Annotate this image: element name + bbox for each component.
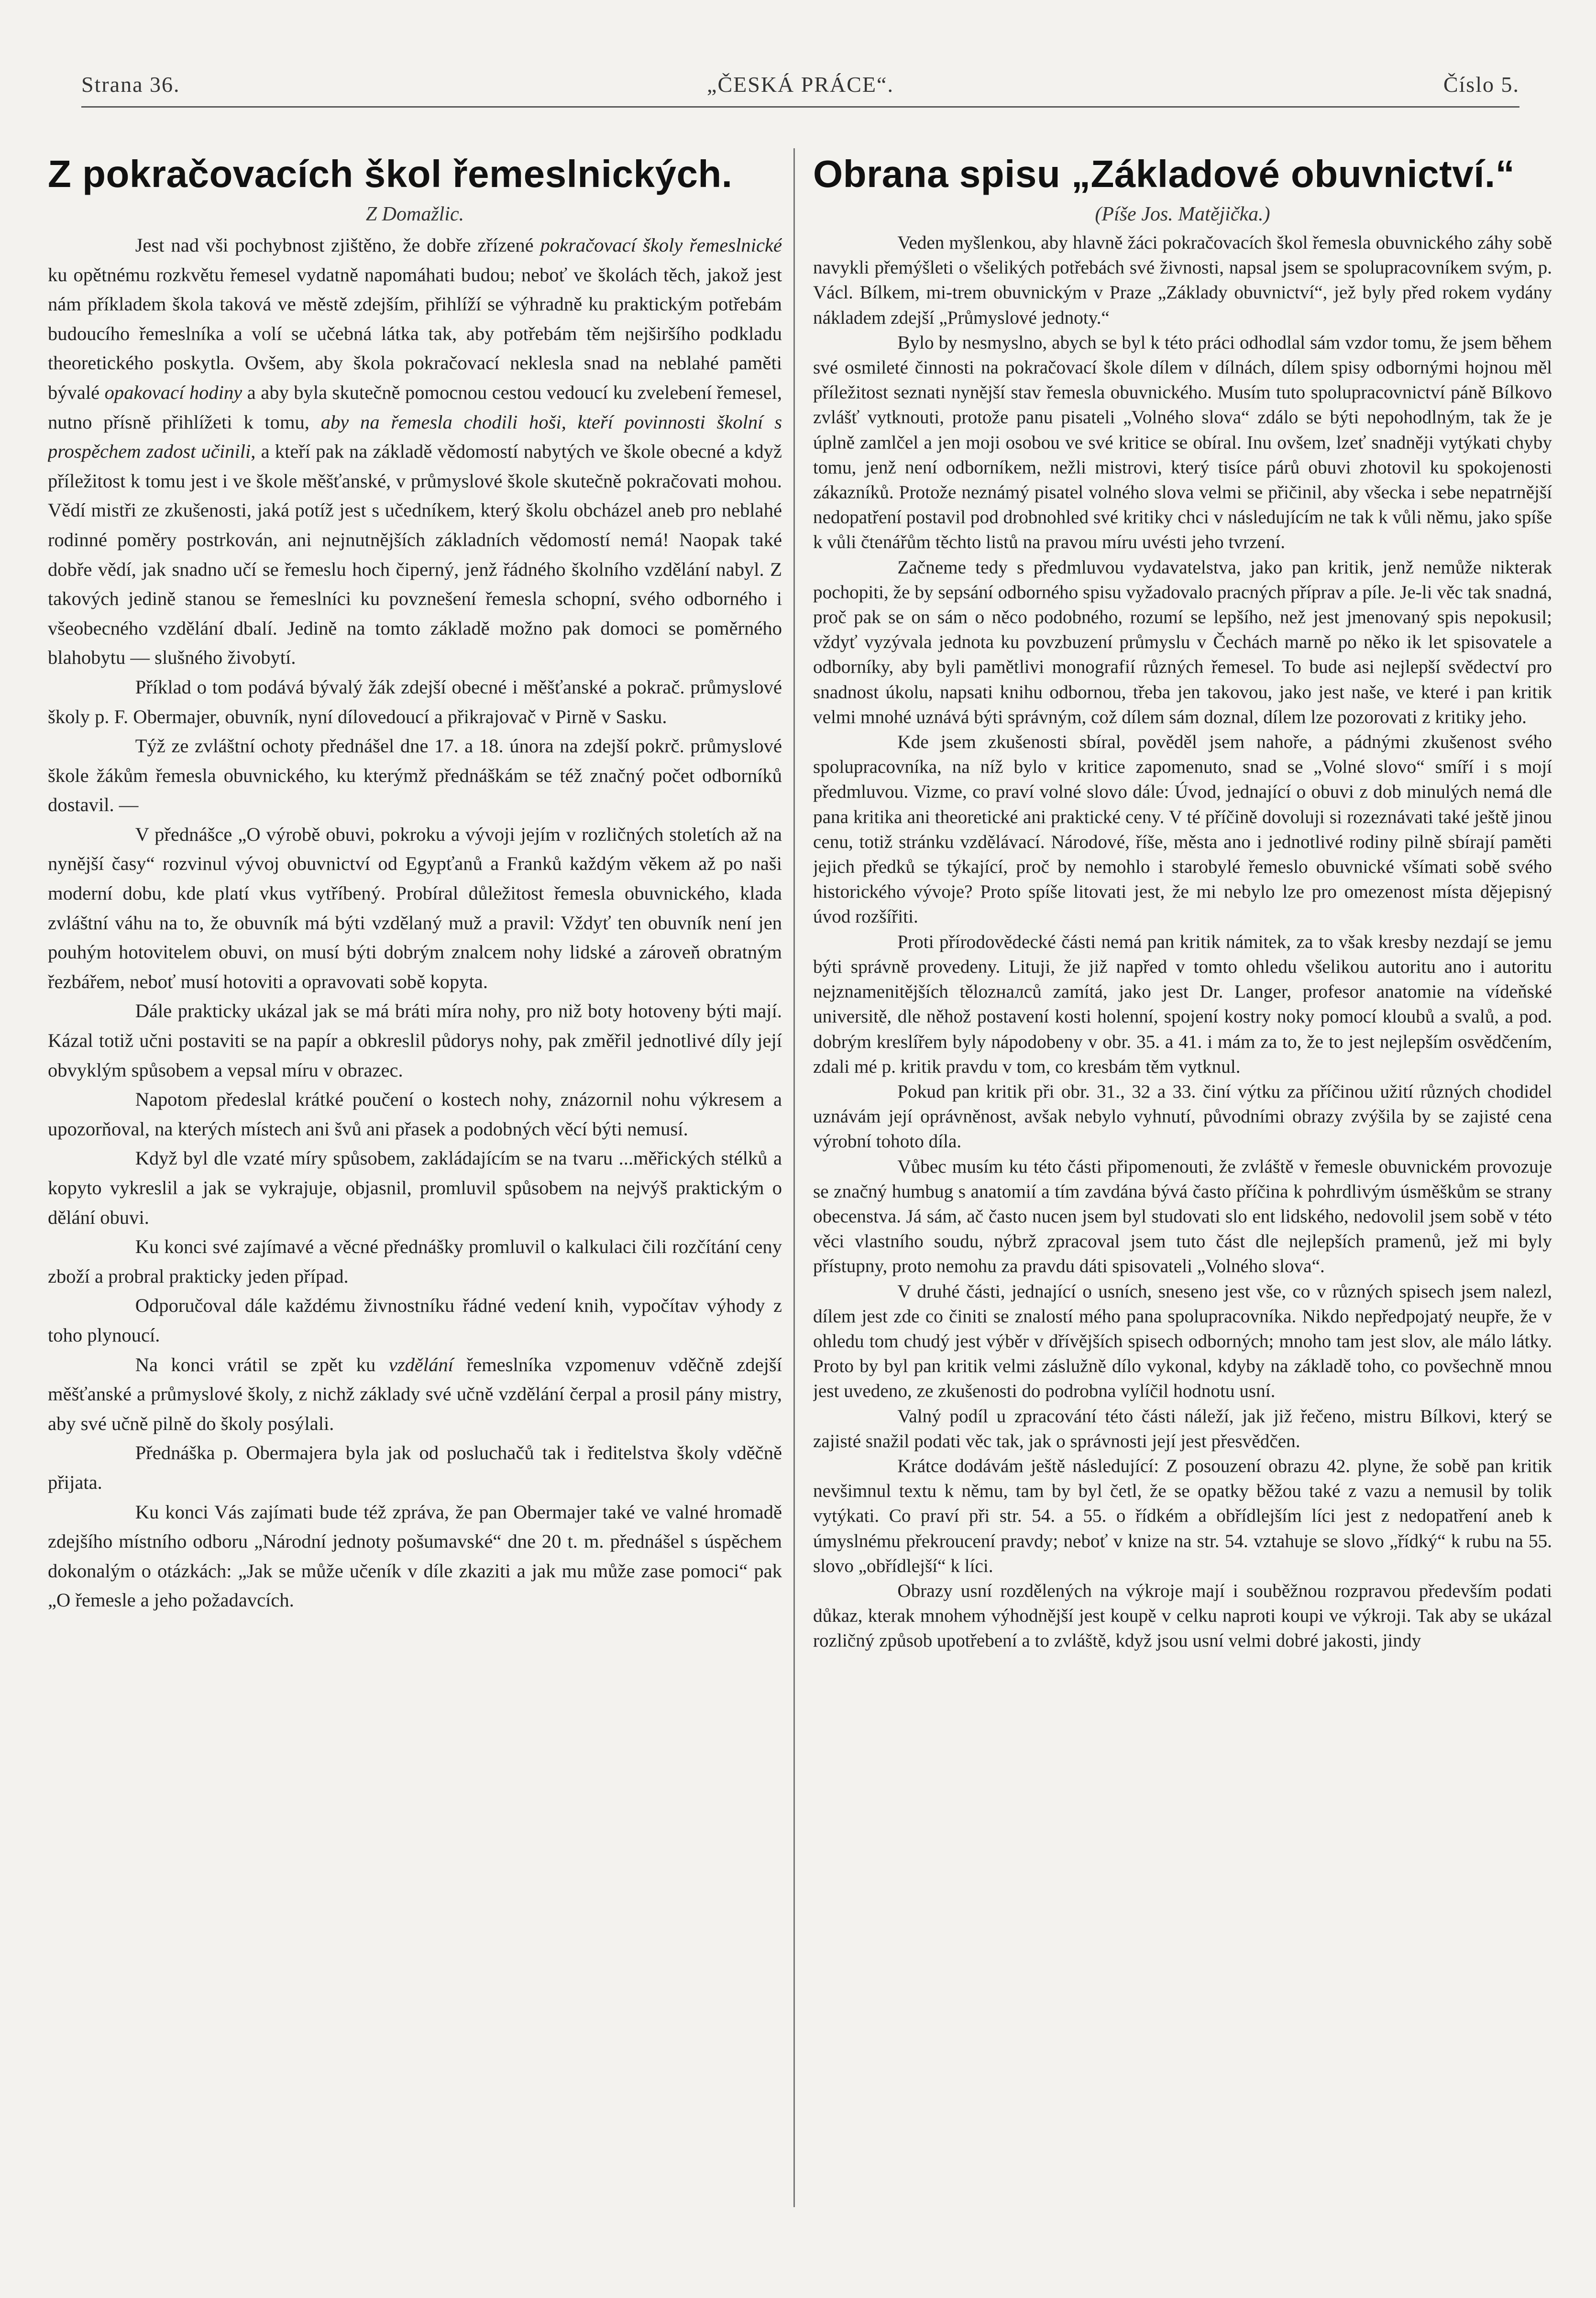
journal-title: „ČESKÁ PRÁCE“. <box>707 72 894 97</box>
paragraph: Začneme tedy s předmluvou vydavatelstva, jako pan kritik, jenž nemůže nikterak pochopiti, že by sepsání odborného spisu vyžadovalo pracných příprav a píle. Je-li věc tak snadná, proč pak se on sám o něco podobného, rozumí se lepšího, než jest jmenovaný spis nepokusil; vždyť vyzývala jednota ku povzbuzení průmyslu v Čechách marně po něko ik let spisovatele a odborníky, aby byli pamětlivi monografií různých řemesel. To bude asi nejlepší svědectví pro snadnost úkolu, napsati knihu odbornou, třeba jen takovou, jako jest naše, ve které i pan kritik velmi mnohé uznává býti správným, což dílem sám doznal, dílem lze pozorovati z kritiky jeho. <box>813 557 1552 727</box>
paragraph: Vůbec musím ku této části připomenouti, že zvláště v řemesle obuvnickém provozuje se značný humbug s anatomií a tím zavdána bývá často příčina k pohrdlivým úsměškům se strany obecenstva. Já sám, ač často nucen jsem byl studovati slo ent lidského, nedovolil jsem sobě v této věci vlastního soudu, nýbrž zpracoval jsem tuto část dle nejlepších pramenů, jež mi byly přístupny, proto nemohu za pravdu dáti spisovateli „Volného slova“. <box>813 1156 1552 1277</box>
paragraph: Proti přírodovědecké části nemá pan kritik námitek, za to však kresby nezdají se jemu býti správně provedeny. Lituji, že již napřed v tomto ohledu všelikou autoritu ano i autoritu nejznamenitějších tělozналců zamítá, jako jest Dr. Langer, profesor anatomie na vídeňské universitě, dle něhož postavení kosti holenní, spojení kostry noky pomocí kloubů a svalů, a pod. dobrým kreslířem byly nápodobeny v obr. 35. a 41. i mám za to, že to jest nejlepším osvědčením, zdali mé p. kritik pravdu v tom, co kresbám těm vytknul. <box>813 931 1552 1077</box>
paragraph: Na konci vrátil se zpět ku vzdělání řemeslníka vzpomenuv vděčně zdejší měšťanské a průmyslové školy, z nichž základy své učně vzdělání čerpal a prosil pány mistry, aby své učně pilně do školy posýlali. <box>48 1353 782 1434</box>
paragraph: Jest nad vši pochybnost zjištěno, že dobře zřízené pokračovací školy řemeslnické ku opětnému rozkvětu řemesel vydatně napomáhati budou; neboť ve školách těch, jakož jest nám příkladem škola taková ve městě zdejším, přihlíží se výhradně ku praktickým potřebám budoucího řemeslníka a volí se učebná látka tak, aby potřebám těm nejširšího podkladu theoretického poskytla. Ovšem, aby škola pokračovací neklesla snad na neblahé paměti bývalé opakovací hodiny a aby byla skutečně pomocnou cestou vedoucí ku zvelebení řemesel, nutno přísně přihlížeti k tomu, aby na řemesla chodili hoši, kteří povinnosti školní s prospěchem zadost učinili, a kteří pak na základě vědomostí nabytých ve škole obecné a když příležitost k tomu jest i ve škole měšťanské, v průmyslové škole skutečně pokračovati mohou. Vědí mistři ze zkušenosti, jaká potíž jest s učedníkem, který školu obcházel aneb pro neblahé rodinné poměry postrkován, ani nejnutnějších základních vědomostí nemá! Naopak také dobře vědí, jak snadno učí se řemeslu hoch čiperný, jenž řádného školního vzdělání nabyl. Z takových jedině stanou se řemeslníci ku povznešení řemesla schopní, svého odborného i všeobecného vzdělání dbalí. Jedině na tomto základě možno pak domoci se poměrného blahobytu — slušného živobytí. <box>48 234 782 669</box>
paragraph: Obrazy usní rozdělených na výkroje mají i souběžnou rozpravou především podati důkaz, kterak mnohem výhodnější jest koupě v celku naproti koupi ve výkroji. Tak aby se ukázal rozličný způsob upotřebení a to zvláště, když jsou usní velmi dobré jakosti, jindy <box>813 1580 1552 1651</box>
paragraph: Veden myšlenkou, aby hlavně žáci pokračovacích škol řemesla obuvnického záhy sobě navykli přemýšleti o všelikých potřebách své živnosti, napsal jsem se spolupracovníkem svým, p. Václ. Bílkem, mi-trem obuvnickým v Praze „Základy obuvnictví“, jež byly před rokem vydány nákladem zdejší „Průmyslové jednoty.“ <box>813 232 1552 328</box>
paragraph: Ku konci své zajímavé a věcné přednášky promluvil o kalkulaci čili rozčítání ceny zboží a probral prakticky jeden případ. <box>48 1236 782 1287</box>
paragraph: Když byl dle vzaté míry spůsobem, zakládajícím se na tvaru ...měřických stélků a kopyto vykreslil a jak se vykrajuje, objasnil, promluvil spůsobem na nejvýš praktickým o dělání obuvi. <box>48 1147 782 1228</box>
page-number: Strana 36. <box>81 72 180 97</box>
left-column <box>48 152 782 2199</box>
paragraph: Příklad o tom podává bývalý žák zdejší obecné i měšťanské a pokrač. průmyslové školy p. F. Obermajer, obuvník, nyní dílovedoucí a přikrajovač v Pirně v Sasku. <box>48 676 782 727</box>
right-column <box>813 152 1552 2199</box>
paragraph: Bylo by nesmyslno, abych se byl k této práci odhodlal sám vzdor tomu, že jsem během své osmileté činnosti na pokračovací škole dílem v dílnách, dílem spisy odbornými hojnou měl příležitost seznati nynější stav řemesla obuvnického. Musím tuto spolupracovnictví páně Bílkovo zvlášť vytknouti, protože panu pisateli „Volného slova“ zdálo se býti nepohodlným, tak že je úplně zamlčel a jen moji osobou ve své kritice se obíral. Inu ovšem, lzeť snadněji vytýkati chyby tomu, jenž není odborníkem, nežli mistrovi, který tisíce párů obuvi zhotovil ku spokojenosti zákazníků. Protože neznámý pisatel volného slova velmi se přičinil, aby všecka i sebe nepatrnější nedopatření postavil pod drobnohled své kritiky chci v následujícím ne tak k vůli němu, jako spíše k vůli čtenářům těchto listů na pravou míru uvésti jeho tvrzení. <box>813 332 1552 553</box>
left-article-byline: Z Domažlic. <box>365 203 464 225</box>
left-article-title: Z pokračovacích škol řemeslnických. <box>48 153 733 195</box>
paragraph: Krátce dodávám ještě následující: Z posouzení obrazu 42. plyne, že sobě pan kritik nevšimnul textu k němu, tam by byl četl, že se opatky běžou také z vazu a nemusil by tolik vytýkati. Co praví při str. 54. a 55. o řídkém a obřídlejším líci jest z nedopatření aneb k úmyslnému překroucení pravdy; neboť v knize na str. 54. vztahuje se slovo „řídký“ k rubu na 55. slovo „obřídlejší“ k líci. <box>813 1455 1552 1576</box>
paragraph: Pokud pan kritik při obr. 31., 32 a 33. činí výtku za příčinou užití různých chodidel uznávám její oprávněnost, avšak nebylo vyhnutí, původními obrazy zvýšila by se zajisté cena výrobní tohoto díla. <box>813 1081 1552 1152</box>
right-article-title: Obrana spisu „Základové obuvnictví.“ <box>813 153 1515 195</box>
paragraph: Kde jsem zkušenosti sbíral, pověděl jsem nahoře, a pádnými zkušenost svého spolupracovníka, na níž bylo v kritice zapomenuto, snad se „Volné slovo“ smíří i s mojí předmluvou. Vizme, co praví volné slovo dále: Úvod, jednající o obuvi z dob minulých nemá dle pana kritika ani theoretické ani praktické ceny. V té příčině dovoluji si rozeznávati také ještě jinou cenu, totiž stránku vzdělávací. Národové, říše, města ano i jednotlivé rodiny pilně sbírají paměti jejich předků se týkající, proč by nemohlo i starobylé řemeslo obuvnické všímati sobě svého historického vývoje? Proto spíše litovati jest, že mi nebylo lze pro omezenost místa dějepisný úvod rozšířiti. <box>813 732 1552 927</box>
paragraph: Týž ze zvláštní ochoty přednášel dne 17. a 18. února na zdejší pokrč. průmyslové škole žákům řemesla obuvnického, ku kterýmž přednáškám se též značný počet odborníků dostavil. — <box>48 735 782 816</box>
header-rule <box>81 106 1519 108</box>
paragraph: Ku konci Vás zajímati bude též zpráva, že pan Obermajer také ve valné hromadě zdejšího místního odboru „Národní jednoty pošumavské“ dne 20 t. m. přednášel s úspěchem dokonalým o otázkách: „Jak se může učeník v díle zkaziti a jak mu může zase pomoci“ pak „O řemesle a jeho požadavcích. <box>48 1501 782 1611</box>
paragraph: Dále prakticky ukázal jak se má bráti míra nohy, pro niž boty hotoveny býti mají. Kázal totiž učni postaviti se na papír a obkreslil půdorys nohy, pak změřil jednotlivé díly její obvyklým spůsobem a vepsal míru v obrazec. <box>48 1000 782 1081</box>
paragraph: V druhé části, jednající o usních, sneseno jest vše, co v různých spisech jsem nalezl, dílem jest zde co činiti se znalostí mého pana spolupracovníka. Nikdo nepředpojatý neupře, že v ohledu tom chudý jest výběr v dřívějších spisech odborných; mnoho tam jest slov, ale málo látky. Proto by byl pan kritik velmi záslužně dílo vykonal, kdyby na základě toho, co povšechně mnou jest uvedeno, ze zkušenosti do podrobna vylíčil hodnotu usní. <box>813 1281 1552 1402</box>
paragraph: Napotom předeslal krátké poučení o kostech nohy, znázornil nohu výkresem a upozorňoval, na kterých místech ani švů ani přasek a podobných věcí býti nemusí. <box>48 1089 782 1140</box>
paragraph: Valný podíl u zpracování této části náleží, jak již řečeno, mistru Bílkovi, který se zajisté snažil podati věc tak, jak o správnosti její jest přesvědčen. <box>813 1406 1552 1451</box>
right-article-byline: (Píše Jos. Matějička.) <box>1095 203 1270 225</box>
paragraph: Odporučoval dále každému živnostníku řádné vedení knih, vypočítav výhody z toho plynoucí. <box>48 1295 782 1346</box>
page-header <box>81 72 1519 105</box>
paragraph: V přednášce „O výrobě obuvi, pokroku a vývoji jejím v rozličných stoletích až na nynější časy“ rozvinul vývoj obuvnictví od Egypťanů a Franků každým věkem až po naši moderní dobu, kde platí vkus vytříbený. Probíral důležitost řemesla obuvnického, klada zvláštní váhu na to, že obuvník má býti vzdělaný muž a pravil: Vždyť ten obuvník není jen pouhým hotovitelem obuvi, on musí býti dobrým znalcem nohy lidské a zároveň obratným řezbářem, neboť musí hotoviti a opravovati sobě kopyta. <box>48 823 782 992</box>
issue-number: Číslo 5. <box>1443 72 1519 97</box>
column-divider <box>793 148 795 2207</box>
paragraph: Přednáška p. Obermajera byla jak od posluchačů tak i ředitelstva školy vděčně přijata. <box>48 1442 782 1493</box>
